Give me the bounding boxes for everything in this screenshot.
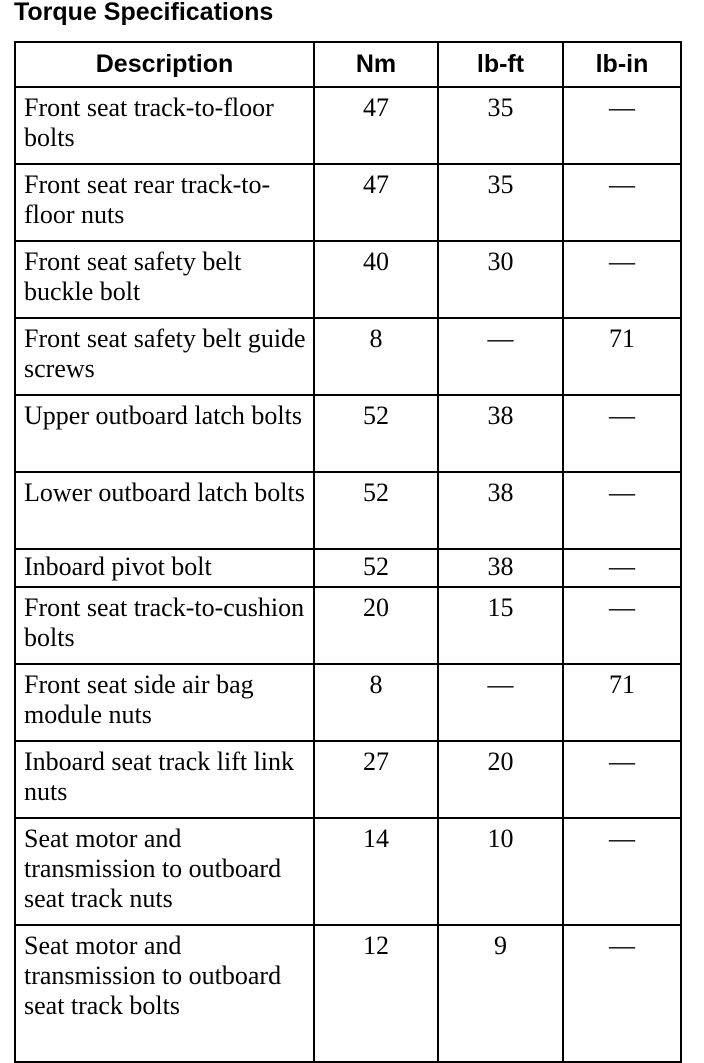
lb-in-cell: — bbox=[563, 741, 681, 818]
table-row bbox=[15, 241, 681, 318]
lb-ft-cell: — bbox=[438, 318, 563, 395]
table-row bbox=[15, 741, 681, 818]
nm-cell: 47 bbox=[314, 87, 438, 164]
lb-in-cell: — bbox=[563, 472, 681, 549]
table-row bbox=[15, 549, 681, 587]
header-lb-in: lb-in bbox=[563, 42, 681, 87]
lb-ft-cell: 35 bbox=[438, 164, 563, 241]
lb-in-cell: — bbox=[563, 164, 681, 241]
description-cell: Seat motor and transmission to outboard seat track bolts bbox=[15, 925, 314, 1062]
nm-cell: 27 bbox=[314, 741, 438, 818]
torque-specifications-table bbox=[14, 41, 682, 1063]
description-cell: Front seat track-to-cushion bolts bbox=[15, 587, 314, 664]
lb-in-cell: — bbox=[563, 587, 681, 664]
table-row bbox=[15, 318, 681, 395]
nm-cell: 8 bbox=[314, 318, 438, 395]
description-cell: Inboard seat track lift link nuts bbox=[15, 741, 314, 818]
table-row bbox=[15, 87, 681, 164]
lb-ft-cell: 38 bbox=[438, 472, 563, 549]
table-header-row bbox=[15, 42, 681, 87]
nm-cell: 52 bbox=[314, 549, 438, 587]
nm-cell: 52 bbox=[314, 472, 438, 549]
lb-in-cell: 71 bbox=[563, 664, 681, 741]
lb-in-cell: — bbox=[563, 395, 681, 472]
description-cell: Front seat safety belt buckle bolt bbox=[15, 241, 314, 318]
lb-in-cell: — bbox=[563, 818, 681, 925]
lb-in-cell: — bbox=[563, 87, 681, 164]
table-row bbox=[15, 472, 681, 549]
nm-cell: 12 bbox=[314, 925, 438, 1062]
header-lb-ft: lb-ft bbox=[438, 42, 563, 87]
description-cell: Front seat rear track-to-floor nuts bbox=[15, 164, 314, 241]
table-row bbox=[15, 925, 681, 1062]
lb-ft-cell: 10 bbox=[438, 818, 563, 925]
nm-cell: 14 bbox=[314, 818, 438, 925]
description-cell: Seat motor and transmission to outboard seat track nuts bbox=[15, 818, 314, 925]
header-description: Description bbox=[15, 42, 314, 87]
table-row bbox=[15, 664, 681, 741]
page-title: Torque Specifications bbox=[14, 0, 274, 26]
lb-in-cell: 71 bbox=[563, 318, 681, 395]
lb-ft-cell: 35 bbox=[438, 87, 563, 164]
header-nm: Nm bbox=[314, 42, 438, 87]
description-cell: Inboard pivot bolt bbox=[15, 549, 314, 587]
lb-ft-cell: 38 bbox=[438, 395, 563, 472]
description-cell: Front seat track-to-floor bolts bbox=[15, 87, 314, 164]
nm-cell: 47 bbox=[314, 164, 438, 241]
lb-in-cell: — bbox=[563, 549, 681, 587]
lb-ft-cell: 38 bbox=[438, 549, 563, 587]
nm-cell: 52 bbox=[314, 395, 438, 472]
description-cell: Lower outboard latch bolts bbox=[15, 472, 314, 549]
nm-cell: 40 bbox=[314, 241, 438, 318]
lb-ft-cell: 9 bbox=[438, 925, 563, 1062]
lb-ft-cell: 30 bbox=[438, 241, 563, 318]
description-cell: Front seat safety belt guide screws bbox=[15, 318, 314, 395]
lb-in-cell: — bbox=[563, 925, 681, 1062]
lb-in-cell: — bbox=[563, 241, 681, 318]
table-row bbox=[15, 587, 681, 664]
description-cell: Upper outboard latch bolts bbox=[15, 395, 314, 472]
description-cell: Front seat side air bag module nuts bbox=[15, 664, 314, 741]
table-row bbox=[15, 818, 681, 925]
nm-cell: 8 bbox=[314, 664, 438, 741]
lb-ft-cell: 15 bbox=[438, 587, 563, 664]
nm-cell: 20 bbox=[314, 587, 438, 664]
lb-ft-cell: 20 bbox=[438, 741, 563, 818]
table-row bbox=[15, 164, 681, 241]
table-row bbox=[15, 395, 681, 472]
lb-ft-cell: — bbox=[438, 664, 563, 741]
